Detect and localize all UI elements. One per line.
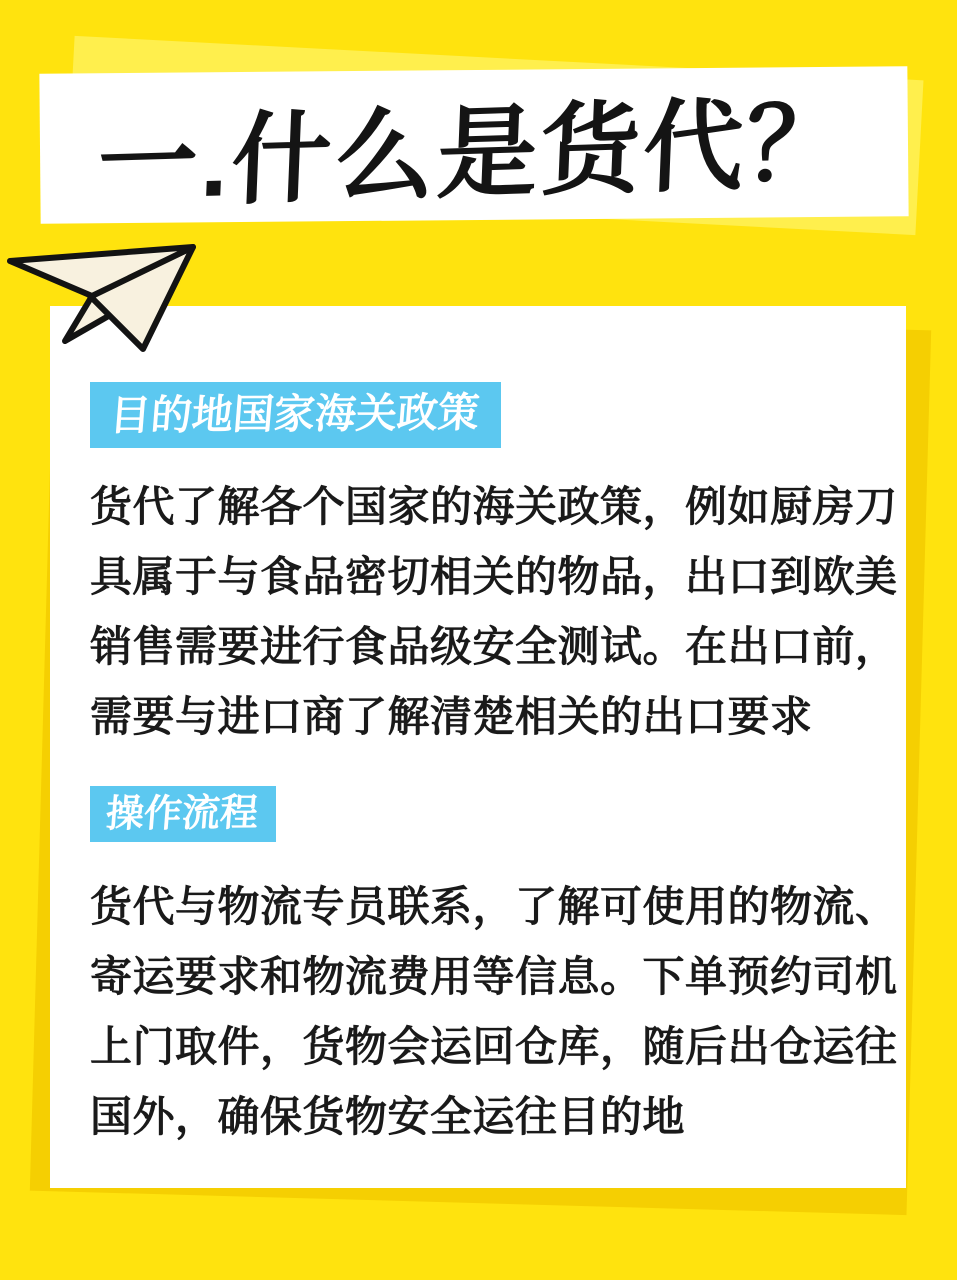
- paragraph-line: 国外，确保货物安全运往目的地: [90, 1093, 686, 1140]
- section-customs-policy: [90, 306, 898, 752]
- paragraph-line: 寄运要求和物流费用等信息。下单预约司机: [90, 953, 898, 1000]
- section-badge-operation-process: [90, 786, 276, 842]
- section-paragraph-operation-process: [90, 872, 898, 1152]
- paper-plane-icon: [4, 238, 210, 360]
- section-badge-label: 操作流程: [104, 792, 260, 836]
- paragraph-line: 货代与物流专员联系，了解可使用的物流、: [90, 883, 898, 930]
- section-paragraph-customs-policy: [90, 472, 898, 752]
- paragraph-line: 货代了解各个国家的海关政策，例如厨房刀: [90, 483, 898, 530]
- paragraph-line: 需要与进口商了解清楚相关的出口要求: [90, 693, 813, 740]
- section-badge-customs-policy: [90, 382, 501, 448]
- section-badge-label: 目的地国家海关政策: [108, 389, 481, 439]
- page-title: 一.什么是货代？: [95, 86, 852, 222]
- section-operation-process: [90, 752, 898, 1152]
- paragraph-line: 上门取件，货物会运回仓库，随后出仓运往: [90, 1023, 898, 1070]
- paragraph-line: 具属于与食品密切相关的物品，出口到欧美: [90, 553, 898, 600]
- title-banner: [39, 66, 908, 224]
- paragraph-line: 销售需要进行食品级安全测试。在出口前，: [90, 623, 898, 670]
- content-card: [50, 306, 906, 1188]
